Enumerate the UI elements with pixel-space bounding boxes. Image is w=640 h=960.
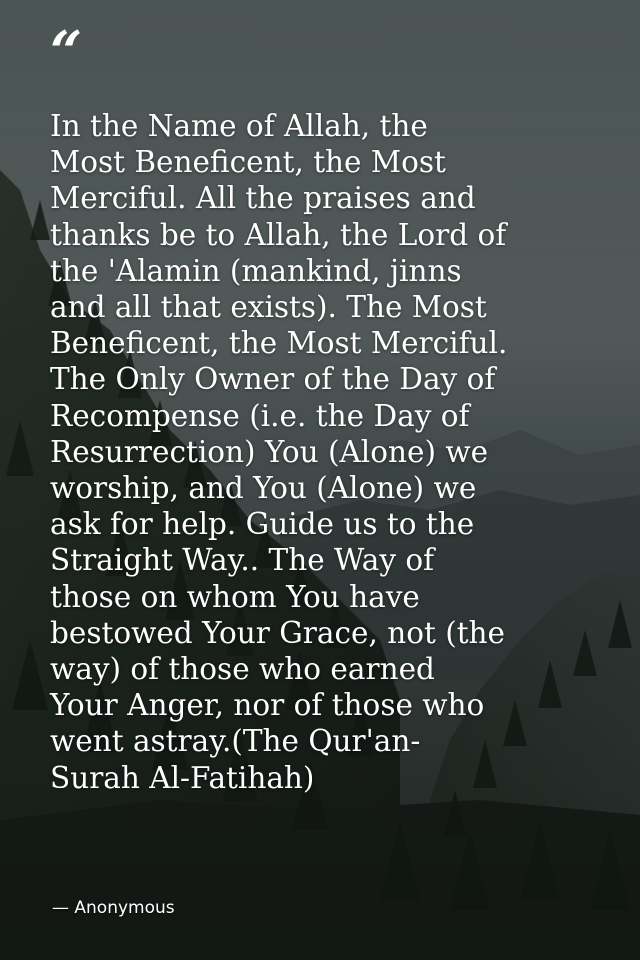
quotation-mark-icon: “ [50, 19, 83, 85]
quote-attribution: — Anonymous [52, 898, 175, 918]
quote-text: In the Name of Allah, the Most Beneficent, the Most Merciful. All the praises and thanks be to Allah, the Lord of the 'Alamin (mankind, jinns and all that exists). The Most Beneficent, the Most Merciful. The Only Owner of the Day of Recompense (i.e. the Day of Resurrection) You (Alone) we worship, and You (Alone) we ask for help. Guide us to the Straight Way.. The Way of those on whom You have bestowed Your Grace, not (the way) of those who earned Your Anger, nor of those who went astray.(The Qur'an- Surah Al-Fatihah) [50, 109, 508, 795]
